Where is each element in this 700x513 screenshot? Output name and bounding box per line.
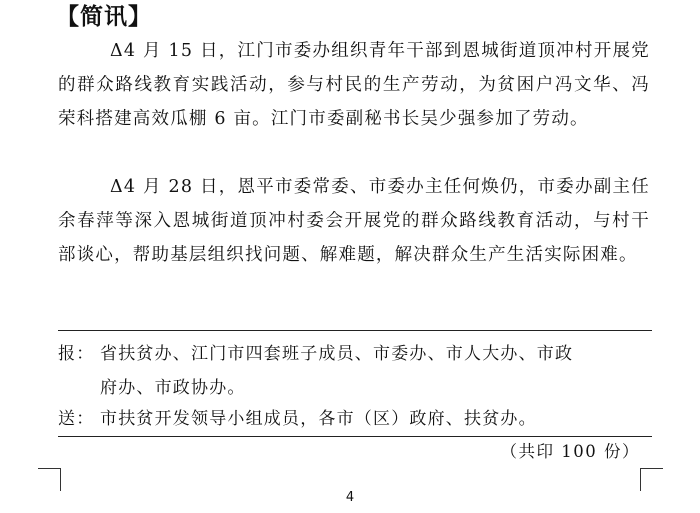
bottom-divider — [58, 436, 652, 437]
bullet-marker: Δ — [110, 41, 124, 61]
print-count: （共印 100 份） — [500, 442, 640, 461]
crop-mark-right — [640, 468, 663, 491]
page-number: 4 — [345, 490, 355, 505]
news-item-1 — [58, 34, 650, 136]
news-item-2 — [58, 170, 650, 272]
send-label: 送： — [58, 409, 95, 429]
bullet-marker: Δ — [110, 177, 124, 197]
report-recipients: 省扶贫办、江门市四套班子成员、市委办、市人大办、市政 — [100, 344, 574, 364]
news-item-text: 4 月 28 日，恩平市委常委、市委办主任何焕仍，市委办副主任余春萍等深入恩城街道顶冲村委会开展党的群众路线教育活动，与村干部谈心，帮助基层组织找问题、解难题，解决群众生产生活实际困难。 — [58, 177, 650, 265]
send-to-line — [58, 402, 652, 436]
section-heading: 【简讯】 — [56, 4, 152, 30]
crop-mark-left — [38, 468, 61, 491]
report-recipients-continued: 府办、市政协办。 — [100, 378, 246, 398]
report-to-line — [58, 337, 652, 371]
report-label: 报： — [58, 344, 95, 364]
send-recipients: 市扶贫开发领导小组成员，各市（区）政府、扶贫办。 — [100, 409, 537, 429]
news-item-text: 4 月 15 日，江门市委办组织青年干部到恩城街道顶冲村开展党的群众路线教育实践活动，参与村民的生产劳动，为贫困户冯文华、冯荣科搭建高效瓜棚 6 亩。江门市委副秘书长吴少强参加了劳动。 — [58, 41, 650, 129]
top-divider — [58, 330, 652, 331]
